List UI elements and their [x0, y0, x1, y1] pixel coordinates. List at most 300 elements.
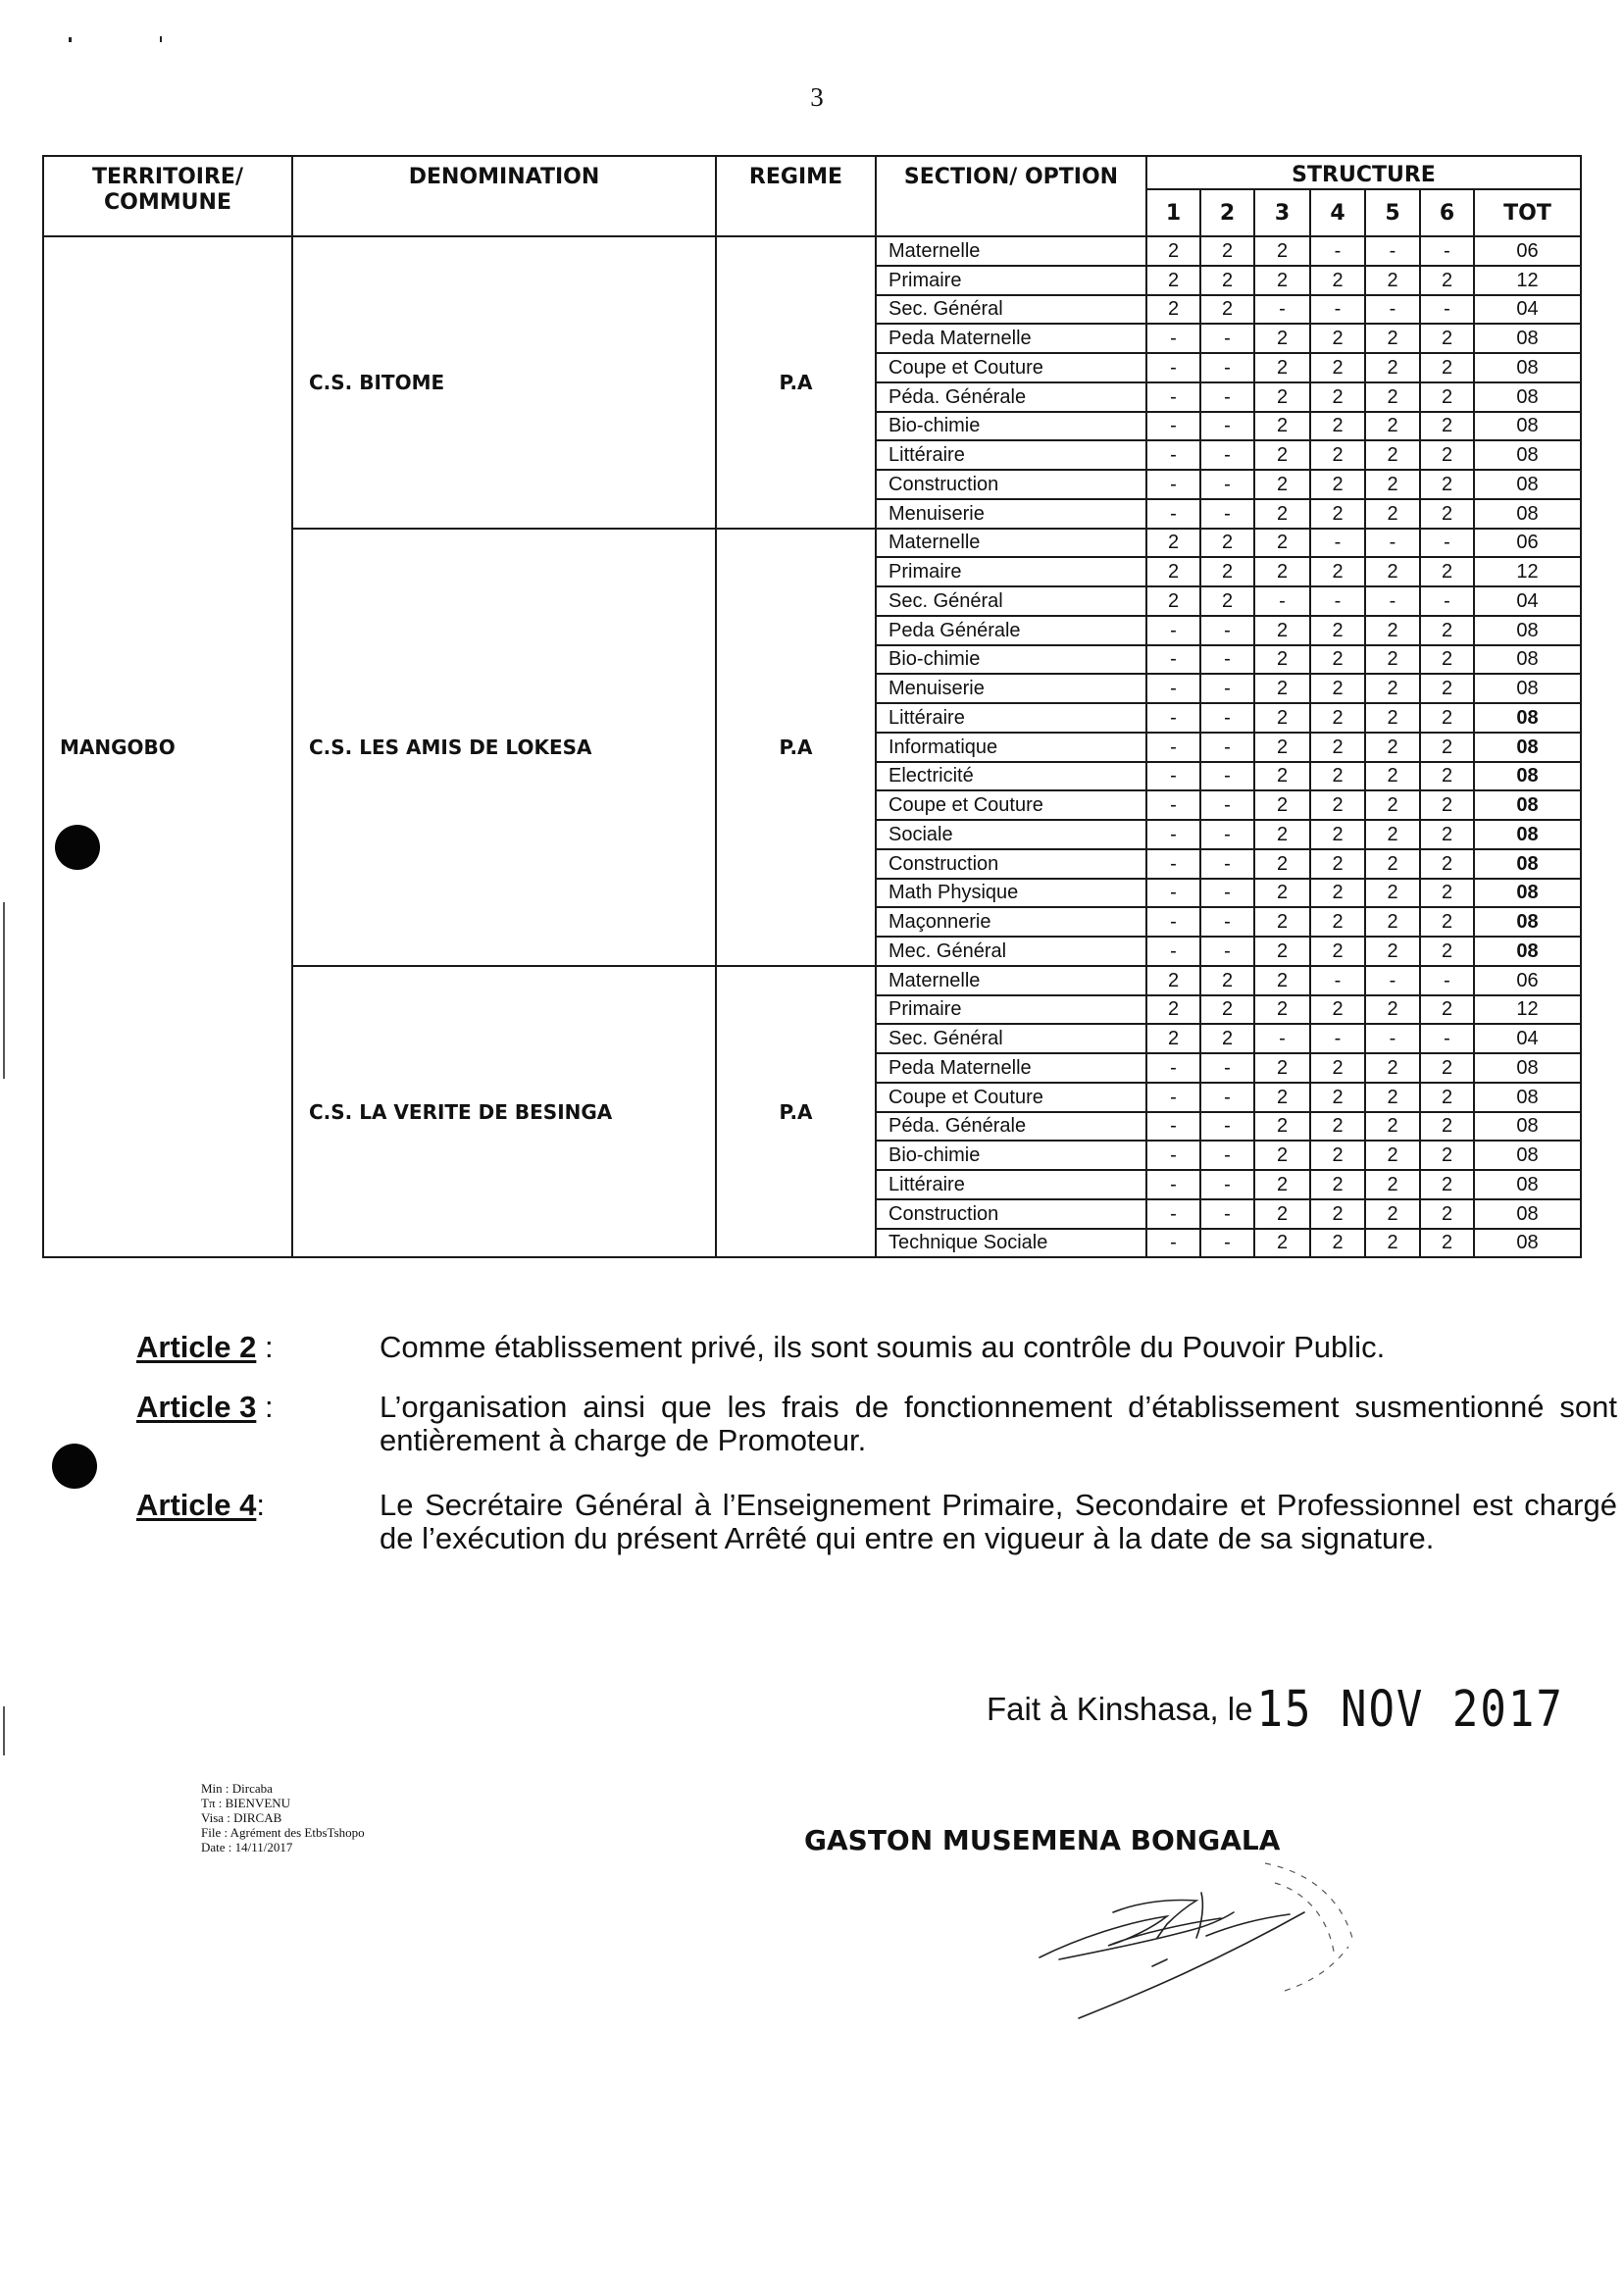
cell-year-value: 2 — [1420, 1053, 1474, 1083]
cell-year-value: - — [1200, 616, 1254, 645]
cell-year-value: 2 — [1254, 616, 1310, 645]
cell-year-value: 2 — [1200, 557, 1254, 586]
cell-total: 08 — [1474, 353, 1581, 382]
cell-year-value: 2 — [1200, 529, 1254, 558]
cell-option: Sec. Général — [876, 295, 1146, 325]
scan-edge-line — [3, 902, 5, 1079]
cell-year-value: 2 — [1254, 353, 1310, 382]
cell-year-value: 2 — [1420, 470, 1474, 499]
cell-year-value: 2 — [1254, 645, 1310, 675]
cell-option: Construction — [876, 470, 1146, 499]
cell-year-value: - — [1310, 295, 1365, 325]
cell-year-value: 2 — [1254, 907, 1310, 937]
cell-year-value: 2 — [1310, 324, 1365, 353]
cell-total: 08 — [1474, 1083, 1581, 1112]
cell-year-value: 2 — [1254, 703, 1310, 733]
cell-year-value: - — [1254, 586, 1310, 616]
cell-year-value: 2 — [1365, 1053, 1420, 1083]
cell-year-value: 2 — [1310, 382, 1365, 412]
header-column-tot: TOT — [1474, 189, 1581, 236]
cell-year-value: - — [1200, 1229, 1254, 1258]
cell-year-value: - — [1146, 937, 1200, 966]
cell-year-value: 2 — [1365, 1170, 1420, 1199]
header-structure: STRUCTURE — [1146, 156, 1581, 189]
scan-speck — [160, 36, 162, 42]
cell-year-value: - — [1146, 1170, 1200, 1199]
cell-year-value: 2 — [1365, 1141, 1420, 1170]
reference-line: Min : Dircaba — [201, 1781, 273, 1796]
cell-total: 08 — [1474, 324, 1581, 353]
cell-year-value: - — [1146, 470, 1200, 499]
cell-year-value: 2 — [1254, 1170, 1310, 1199]
cell-year-value: 2 — [1420, 440, 1474, 470]
reference-line: File : Agrément des EtbsTshopo — [201, 1825, 365, 1840]
cell-option: Coupe et Couture — [876, 790, 1146, 820]
cell-year-value: 2 — [1310, 645, 1365, 675]
cell-year-value: 2 — [1365, 324, 1420, 353]
cell-year-value: 2 — [1146, 266, 1200, 295]
cell-regime: P.A — [716, 966, 876, 1258]
cell-year-value: 2 — [1310, 1199, 1365, 1229]
cell-denomination: C.S. LES AMIS DE LOKESA — [292, 529, 716, 966]
cell-total: 12 — [1474, 557, 1581, 586]
cell-year-value: - — [1420, 529, 1474, 558]
cell-year-value: 2 — [1254, 266, 1310, 295]
reference-block — [201, 1781, 365, 1854]
cell-option: Sec. Général — [876, 1024, 1146, 1053]
cell-year-value: 2 — [1310, 1170, 1365, 1199]
cell-total: 12 — [1474, 266, 1581, 295]
cell-year-value: 2 — [1254, 557, 1310, 586]
cell-year-value: - — [1365, 529, 1420, 558]
table-row — [43, 236, 1581, 266]
cell-total: 08 — [1474, 382, 1581, 412]
cell-year-value: 2 — [1254, 1112, 1310, 1142]
header-section-option: SECTION/ OPTION — [876, 156, 1146, 236]
cell-year-value: 2 — [1310, 1112, 1365, 1142]
cell-year-value: - — [1420, 1024, 1474, 1053]
cell-option: Peda Maternelle — [876, 324, 1146, 353]
cell-year-value: 2 — [1146, 236, 1200, 266]
cell-option: Péda. Générale — [876, 382, 1146, 412]
place-text: Fait à Kinshasa, le — [987, 1691, 1253, 1727]
cell-year-value: - — [1200, 470, 1254, 499]
cell-year-value: - — [1146, 499, 1200, 529]
cell-option: Technique Sociale — [876, 1229, 1146, 1258]
cell-total: 08 — [1474, 703, 1581, 733]
cell-year-value: 2 — [1254, 1083, 1310, 1112]
cell-year-value: 2 — [1200, 586, 1254, 616]
cell-year-value: 2 — [1420, 733, 1474, 762]
cell-year-value: - — [1200, 820, 1254, 849]
cell-year-value: 2 — [1254, 966, 1310, 995]
cell-total: 06 — [1474, 236, 1581, 266]
cell-year-value: 2 — [1420, 499, 1474, 529]
punch-hole — [52, 1444, 97, 1489]
signature-image — [1020, 1844, 1432, 2040]
cell-year-value: 2 — [1254, 849, 1310, 879]
cell-year-value: 2 — [1365, 440, 1420, 470]
cell-year-value: 2 — [1420, 820, 1474, 849]
cell-year-value: 2 — [1310, 762, 1365, 791]
cell-year-value: 2 — [1254, 762, 1310, 791]
cell-year-value: 2 — [1146, 529, 1200, 558]
cell-year-value: 2 — [1365, 266, 1420, 295]
cell-year-value: 2 — [1254, 324, 1310, 353]
cell-total: 04 — [1474, 1024, 1581, 1053]
cell-year-value: 2 — [1365, 995, 1420, 1025]
cell-total: 08 — [1474, 499, 1581, 529]
cell-year-value: 2 — [1365, 762, 1420, 791]
cell-year-value: - — [1200, 645, 1254, 675]
cell-option: Construction — [876, 1199, 1146, 1229]
cell-year-value: 2 — [1365, 937, 1420, 966]
cell-total: 08 — [1474, 1112, 1581, 1142]
cell-year-value: 2 — [1254, 937, 1310, 966]
cell-year-value: 2 — [1310, 557, 1365, 586]
cell-total: 08 — [1474, 1141, 1581, 1170]
cell-year-value: - — [1200, 1199, 1254, 1229]
cell-year-value: 2 — [1310, 499, 1365, 529]
cell-year-value: - — [1146, 733, 1200, 762]
cell-total: 04 — [1474, 295, 1581, 325]
cell-year-value: - — [1146, 1199, 1200, 1229]
cell-year-value: 2 — [1254, 1229, 1310, 1258]
page-number: 3 — [810, 82, 824, 112]
cell-option: Maternelle — [876, 966, 1146, 995]
article-label: Article 3 : — [136, 1390, 274, 1424]
date-stamp: 15 NOV 2017 — [1256, 1681, 1564, 1739]
cell-total: 08 — [1474, 470, 1581, 499]
cell-year-value: - — [1200, 674, 1254, 703]
cell-year-value: - — [1200, 733, 1254, 762]
cell-option: Coupe et Couture — [876, 1083, 1146, 1112]
cell-year-value: - — [1200, 353, 1254, 382]
header-column: 3 — [1254, 189, 1310, 236]
cell-denomination: C.S. BITOME — [292, 236, 716, 529]
cell-option: Mec. Général — [876, 937, 1146, 966]
cell-year-value: 2 — [1254, 412, 1310, 441]
reference-line: Tπ : BIENVENU — [201, 1796, 291, 1810]
cell-year-value: 2 — [1254, 382, 1310, 412]
cell-year-value: - — [1146, 1053, 1200, 1083]
reference-line: Visa : DIRCAB — [201, 1810, 282, 1825]
cell-year-value: - — [1310, 966, 1365, 995]
cell-total: 12 — [1474, 995, 1581, 1025]
cell-year-value: 2 — [1254, 236, 1310, 266]
cell-year-value: 2 — [1200, 966, 1254, 995]
cell-year-value: 2 — [1254, 674, 1310, 703]
cell-year-value: - — [1254, 1024, 1310, 1053]
cell-option: Electricité — [876, 762, 1146, 791]
cell-year-value: 2 — [1254, 499, 1310, 529]
table-body — [43, 236, 1581, 1257]
cell-year-value: - — [1200, 1083, 1254, 1112]
cell-year-value: 2 — [1146, 1024, 1200, 1053]
cell-total: 06 — [1474, 966, 1581, 995]
cell-total: 06 — [1474, 529, 1581, 558]
cell-year-value: 2 — [1420, 1141, 1474, 1170]
cell-year-value: - — [1365, 295, 1420, 325]
cell-territoire: MANGOBO — [43, 236, 292, 1257]
cell-year-value: 2 — [1200, 266, 1254, 295]
cell-year-value: 2 — [1310, 616, 1365, 645]
cell-year-value: 2 — [1420, 995, 1474, 1025]
cell-option: Primaire — [876, 995, 1146, 1025]
cell-option: Coupe et Couture — [876, 353, 1146, 382]
cell-option: Primaire — [876, 557, 1146, 586]
cell-year-value: 2 — [1420, 1112, 1474, 1142]
cell-year-value: 2 — [1420, 879, 1474, 908]
cell-year-value: - — [1146, 674, 1200, 703]
cell-total: 08 — [1474, 790, 1581, 820]
cell-year-value: 2 — [1200, 1024, 1254, 1053]
cell-year-value: 2 — [1310, 907, 1365, 937]
cell-option: Menuiserie — [876, 499, 1146, 529]
cell-year-value: 2 — [1310, 937, 1365, 966]
cell-year-value: - — [1146, 703, 1200, 733]
cell-year-value: 2 — [1365, 703, 1420, 733]
cell-year-value: 2 — [1420, 645, 1474, 675]
reference-line: Date : 14/11/2017 — [201, 1840, 293, 1854]
cell-total: 08 — [1474, 820, 1581, 849]
cell-year-value: 2 — [1365, 820, 1420, 849]
cell-year-value: 2 — [1200, 295, 1254, 325]
cell-year-value: 2 — [1365, 733, 1420, 762]
cell-year-value: 2 — [1254, 733, 1310, 762]
cell-year-value: - — [1200, 1170, 1254, 1199]
cell-year-value: 2 — [1420, 557, 1474, 586]
header-column: 1 — [1146, 189, 1200, 236]
cell-year-value: 2 — [1310, 995, 1365, 1025]
cell-year-value: 2 — [1365, 1199, 1420, 1229]
cell-year-value: - — [1146, 382, 1200, 412]
cell-year-value: 2 — [1310, 703, 1365, 733]
cell-year-value: 2 — [1146, 295, 1200, 325]
cell-year-value: - — [1146, 849, 1200, 879]
cell-year-value: - — [1420, 236, 1474, 266]
cell-year-value: 2 — [1365, 499, 1420, 529]
cell-year-value: - — [1200, 499, 1254, 529]
cell-year-value: - — [1146, 324, 1200, 353]
cell-option: Maternelle — [876, 236, 1146, 266]
cell-year-value: - — [1365, 586, 1420, 616]
cell-year-value: 2 — [1365, 849, 1420, 879]
cell-year-value: 2 — [1420, 762, 1474, 791]
cell-year-value: - — [1146, 1141, 1200, 1170]
cell-year-value: - — [1200, 907, 1254, 937]
article-label: Article 2 : — [136, 1330, 274, 1364]
cell-regime: P.A — [716, 529, 876, 966]
cell-year-value: 2 — [1365, 382, 1420, 412]
cell-option: Sociale — [876, 820, 1146, 849]
cell-year-value: 2 — [1310, 470, 1365, 499]
cell-year-value: 2 — [1146, 966, 1200, 995]
cell-total: 08 — [1474, 849, 1581, 879]
cell-denomination: C.S. LA VERITE DE BESINGA — [292, 966, 716, 1258]
cell-year-value: 2 — [1254, 1053, 1310, 1083]
cell-year-value: 2 — [1365, 645, 1420, 675]
school-structure-table — [42, 155, 1582, 1258]
cell-year-value: - — [1200, 1112, 1254, 1142]
cell-year-value: 2 — [1365, 616, 1420, 645]
cell-total: 08 — [1474, 412, 1581, 441]
cell-year-value: 2 — [1200, 236, 1254, 266]
cell-year-value: - — [1200, 879, 1254, 908]
cell-year-value: 2 — [1420, 266, 1474, 295]
cell-year-value: 2 — [1310, 1053, 1365, 1083]
cell-year-value: 2 — [1365, 353, 1420, 382]
cell-year-value: 2 — [1310, 1229, 1365, 1258]
cell-year-value: 2 — [1146, 586, 1200, 616]
cell-year-value: 2 — [1420, 790, 1474, 820]
cell-option: Littéraire — [876, 1170, 1146, 1199]
cell-year-value: - — [1200, 440, 1254, 470]
cell-year-value: 2 — [1420, 1083, 1474, 1112]
cell-year-value: - — [1420, 586, 1474, 616]
scan-speck — [69, 37, 72, 42]
cell-option: Sec. Général — [876, 586, 1146, 616]
cell-year-value: 2 — [1420, 353, 1474, 382]
cell-year-value: 2 — [1310, 820, 1365, 849]
cell-year-value: - — [1146, 353, 1200, 382]
cell-total: 08 — [1474, 1170, 1581, 1199]
article-text: L’organisation ainsi que les frais de fonctionnement d’établissement susmentionné sont entièrement à charge de Promoteur. — [380, 1390, 1617, 1457]
cell-year-value: 2 — [1200, 995, 1254, 1025]
cell-year-value: - — [1146, 1229, 1200, 1258]
cell-year-value: 2 — [1310, 879, 1365, 908]
header-denomination: DENOMINATION — [292, 156, 716, 236]
cell-year-value: 2 — [1254, 1199, 1310, 1229]
cell-option: Maternelle — [876, 529, 1146, 558]
cell-total: 08 — [1474, 879, 1581, 908]
cell-year-value: 2 — [1365, 1083, 1420, 1112]
cell-year-value: 2 — [1365, 557, 1420, 586]
cell-year-value: 2 — [1254, 995, 1310, 1025]
cell-year-value: 2 — [1365, 674, 1420, 703]
cell-total: 04 — [1474, 586, 1581, 616]
cell-year-value: 2 — [1420, 324, 1474, 353]
cell-total: 08 — [1474, 733, 1581, 762]
cell-year-value: 2 — [1254, 790, 1310, 820]
cell-year-value: - — [1200, 1141, 1254, 1170]
cell-option: Menuiserie — [876, 674, 1146, 703]
cell-year-value: - — [1254, 295, 1310, 325]
cell-year-value: - — [1200, 324, 1254, 353]
cell-year-value: - — [1200, 937, 1254, 966]
cell-option: Informatique — [876, 733, 1146, 762]
cell-year-value: - — [1200, 412, 1254, 441]
article-text: Comme établissement privé, ils sont soumis au contrôle du Pouvoir Public. — [380, 1330, 1386, 1364]
cell-year-value: - — [1146, 820, 1200, 849]
cell-year-value: 2 — [1420, 412, 1474, 441]
cell-year-value: - — [1146, 1112, 1200, 1142]
cell-year-value: 2 — [1310, 266, 1365, 295]
cell-year-value: 2 — [1254, 529, 1310, 558]
cell-year-value: - — [1365, 1024, 1420, 1053]
cell-year-value: 2 — [1310, 1083, 1365, 1112]
cell-year-value: - — [1365, 966, 1420, 995]
cell-year-value: - — [1310, 529, 1365, 558]
cell-year-value: 2 — [1365, 907, 1420, 937]
cell-year-value: 2 — [1254, 820, 1310, 849]
cell-option: Construction — [876, 849, 1146, 879]
place-and-date — [987, 1681, 1564, 1739]
cell-year-value: - — [1146, 645, 1200, 675]
cell-year-value: 2 — [1365, 1112, 1420, 1142]
cell-option: Péda. Générale — [876, 1112, 1146, 1142]
cell-year-value: 2 — [1310, 674, 1365, 703]
cell-year-value: - — [1200, 790, 1254, 820]
cell-year-value: 2 — [1365, 470, 1420, 499]
cell-option: Peda Générale — [876, 616, 1146, 645]
cell-year-value: - — [1146, 616, 1200, 645]
cell-year-value: 2 — [1420, 674, 1474, 703]
cell-year-value: - — [1420, 295, 1474, 325]
header-column: 6 — [1420, 189, 1474, 236]
header-regime: REGIME — [716, 156, 876, 236]
cell-total: 08 — [1474, 762, 1581, 791]
cell-year-value: 2 — [1420, 1199, 1474, 1229]
cell-year-value: 2 — [1420, 703, 1474, 733]
cell-year-value: 2 — [1420, 937, 1474, 966]
cell-total: 08 — [1474, 1199, 1581, 1229]
cell-year-value: - — [1365, 236, 1420, 266]
cell-year-value: - — [1200, 703, 1254, 733]
cell-option: Bio-chimie — [876, 645, 1146, 675]
cell-total: 08 — [1474, 616, 1581, 645]
header-territoire: TERRITOIRE/ COMMUNE — [43, 156, 292, 236]
cell-option: Maçonnerie — [876, 907, 1146, 937]
cell-year-value: 2 — [1310, 440, 1365, 470]
cell-year-value: - — [1310, 236, 1365, 266]
cell-total: 08 — [1474, 1229, 1581, 1258]
cell-year-value: 2 — [1310, 733, 1365, 762]
cell-year-value: - — [1146, 790, 1200, 820]
cell-year-value: 2 — [1365, 1229, 1420, 1258]
cell-year-value: 2 — [1420, 1229, 1474, 1258]
cell-year-value: - — [1200, 1053, 1254, 1083]
scan-edge-line — [3, 1706, 5, 1755]
cell-year-value: - — [1310, 1024, 1365, 1053]
cell-year-value: 2 — [1420, 849, 1474, 879]
article-label: Article 4: — [136, 1488, 265, 1522]
cell-option: Peda Maternelle — [876, 1053, 1146, 1083]
cell-year-value: - — [1146, 1083, 1200, 1112]
cell-regime: P.A — [716, 236, 876, 529]
cell-year-value: - — [1310, 586, 1365, 616]
cell-year-value: 2 — [1420, 1170, 1474, 1199]
cell-year-value: - — [1200, 382, 1254, 412]
cell-year-value: 2 — [1254, 470, 1310, 499]
cell-year-value: - — [1200, 762, 1254, 791]
cell-year-value: - — [1146, 440, 1200, 470]
cell-year-value: 2 — [1365, 412, 1420, 441]
signatory-name: GASTON MUSEMENA BONGALA — [804, 1824, 1281, 1856]
cell-option: Littéraire — [876, 703, 1146, 733]
cell-year-value: - — [1146, 907, 1200, 937]
header-column: 4 — [1310, 189, 1365, 236]
cell-year-value: 2 — [1310, 353, 1365, 382]
cell-year-value: - — [1420, 966, 1474, 995]
cell-year-value: - — [1146, 879, 1200, 908]
cell-total: 08 — [1474, 674, 1581, 703]
cell-total: 08 — [1474, 937, 1581, 966]
cell-year-value: - — [1146, 412, 1200, 441]
cell-option: Primaire — [876, 266, 1146, 295]
cell-total: 08 — [1474, 645, 1581, 675]
cell-year-value: 2 — [1365, 790, 1420, 820]
